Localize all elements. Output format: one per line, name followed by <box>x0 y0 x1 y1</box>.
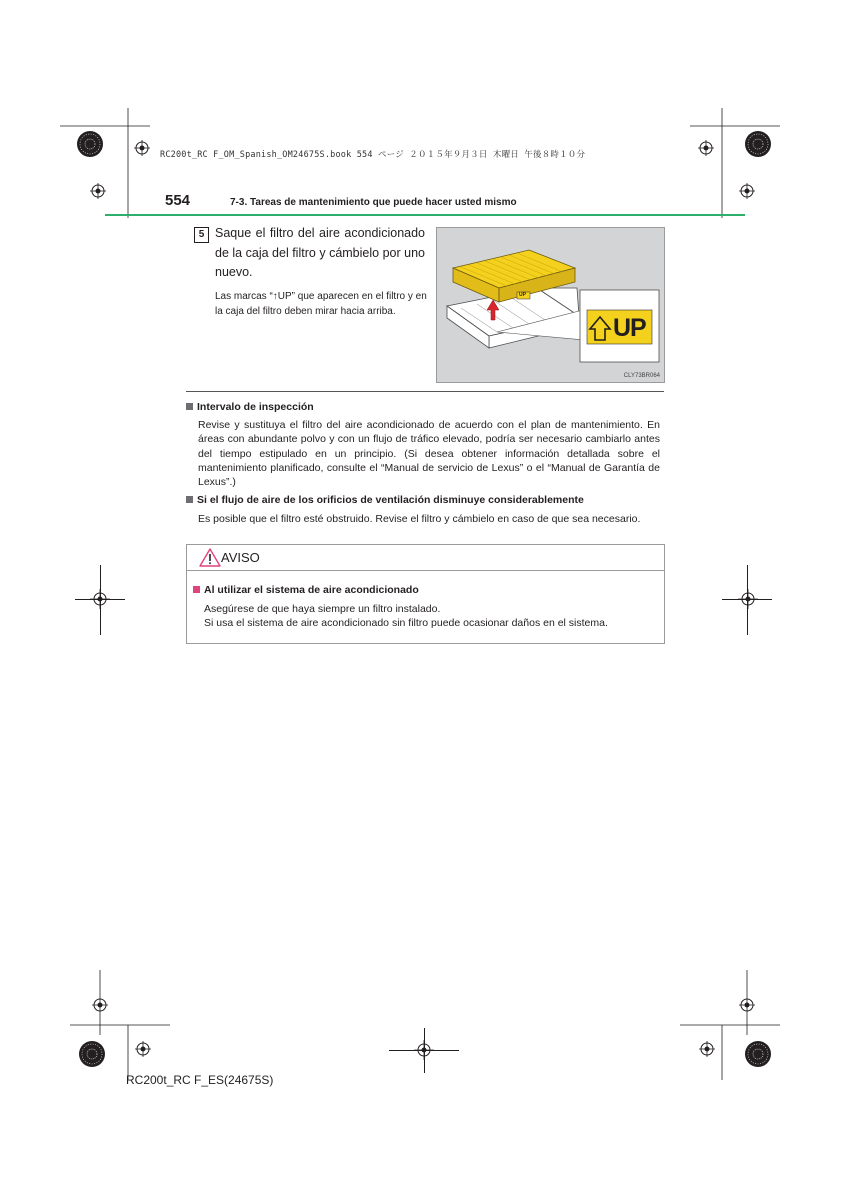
warning-heading <box>193 584 419 596</box>
heading-text: Si el flujo de aire de los orificios de ventilación disminuye considerablemente <box>197 494 584 506</box>
warning-line: Si usa el sistema de aire acondicionado sin filtro puede ocasionar daños en el sistema. <box>204 617 608 629</box>
bullet-square-pink-icon <box>193 586 200 593</box>
section-body: Es posible que el filtro esté obstruido. Revise el filtro y cámbielo en caso de que sea necesario. <box>198 513 641 525</box>
section-heading <box>186 494 584 506</box>
bullet-square-icon <box>186 403 193 410</box>
warning-triangle-icon <box>199 548 221 567</box>
figure-code: CLY73BR064 <box>623 373 660 379</box>
page-number: 554 <box>165 192 191 209</box>
registration-line-left-v <box>100 565 101 635</box>
bullet-square-icon <box>186 496 193 503</box>
footer-code: RC200t_RC F_ES(24675S) <box>126 1073 274 1087</box>
filter-mark-label: UP <box>519 292 526 298</box>
corner-mark-bottom-right <box>680 970 790 1080</box>
step-note: Las marcas “↑UP” que aparecen en el filtro y en la caja del filtro deben mirar hacia arriba. <box>215 291 427 317</box>
warning-box <box>186 544 665 644</box>
registration-line-right-v <box>747 565 748 635</box>
registration-line-bottom-v <box>424 1028 425 1073</box>
section-rule <box>186 391 664 392</box>
header-rule <box>105 214 745 216</box>
callout-up-label: UP <box>613 314 646 342</box>
warning-label: AVISO <box>221 550 260 565</box>
section-title: 7-3. Tareas de mantenimiento que puede hacer usted mismo <box>230 197 517 208</box>
corner-mark-bottom-left <box>60 970 170 1080</box>
corner-mark-top-left <box>60 108 150 218</box>
file-info: RC200t_RC F_OM_Spanish_OM24675S.book 554 ページ ２０１５年９月３日 木曜日 午後８時１０分 <box>160 150 586 160</box>
filter-illustration <box>436 227 665 383</box>
warning-line: Asegúrese de que haya siempre un filtro instalado. <box>204 603 441 615</box>
heading-text: Intervalo de inspección <box>197 401 314 413</box>
section-heading <box>186 401 314 413</box>
corner-mark-top-right <box>690 108 780 218</box>
step-text: Saque el filtro del aire acondicionado de la caja del filtro y cámbielo por uno nuevo. <box>215 226 425 279</box>
warning-header <box>187 545 664 571</box>
section-body: Revise y sustituya el filtro del aire acondicionado de acuerdo con el plan de mantenimiento. En áreas con abundante polvo y con un flujo de tráfico elevado, podría ser necesario cambiarlo antes del tiempo estipulado en un principio. (Si desea obtener información detallada sobre el mantenimiento planificado, consulte el “Manual de servicio de Lexus” o el “Manual de Garantía de Lexus”.) <box>198 419 660 489</box>
warning-heading-text: Al utilizar el sistema de aire acondicionado <box>204 584 419 596</box>
step-number: 5 <box>194 227 209 243</box>
